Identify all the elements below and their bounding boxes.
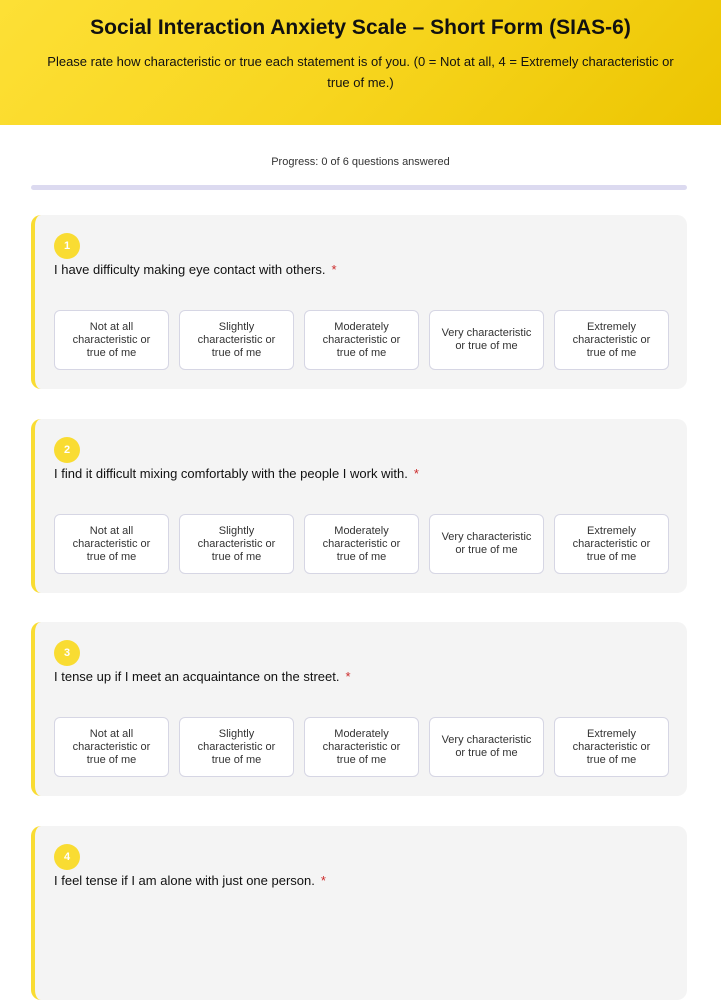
question-text-label: I have difficulty making eye contact with others. <box>54 262 326 277</box>
option-moderately[interactable]: Moderately characteristic or true of me <box>304 310 419 370</box>
page-title: Social Interaction Anxiety Scale – Short Form (SIAS-6) <box>90 16 631 39</box>
question-card-4 <box>31 826 687 1000</box>
option-very[interactable]: Very characteristic or true of me <box>429 310 544 370</box>
option-not-at-all[interactable]: Not at all characteristic or true of me <box>54 717 169 777</box>
option-very[interactable]: Very characteristic or true of me <box>429 717 544 777</box>
required-marker: * <box>345 669 351 684</box>
option-slightly[interactable]: Slightly characteristic or true of me <box>179 310 294 370</box>
question-text-label: I find it difficult mixing comfortably with the people I work with. <box>54 466 408 481</box>
answer-options <box>54 514 669 574</box>
question-text <box>54 465 419 483</box>
option-very[interactable]: Very characteristic or true of me <box>429 514 544 574</box>
option-slightly[interactable]: Slightly characteristic or true of me <box>179 514 294 574</box>
option-moderately[interactable]: Moderately characteristic or true of me <box>304 717 419 777</box>
option-not-at-all[interactable]: Not at all characteristic or true of me <box>54 514 169 574</box>
required-marker: * <box>331 262 337 277</box>
question-text-label: I tense up if I meet an acquaintance on the street. <box>54 669 340 684</box>
question-card-1 <box>31 215 687 389</box>
progress-bar <box>31 185 687 190</box>
form-header <box>0 0 721 125</box>
question-card-2 <box>31 419 687 593</box>
option-slightly[interactable]: Slightly characteristic or true of me <box>179 717 294 777</box>
option-moderately[interactable]: Moderately characteristic or true of me <box>304 514 419 574</box>
progress-label: Progress: 0 of 6 questions answered <box>271 156 450 168</box>
required-marker: * <box>413 466 419 481</box>
question-card-3 <box>31 622 687 796</box>
required-marker: * <box>320 873 326 888</box>
question-number-badge: 4 <box>54 844 80 870</box>
answer-options <box>54 717 669 777</box>
question-text <box>54 261 337 279</box>
question-text-label: I feel tense if I am alone with just one person. <box>54 873 315 888</box>
question-text <box>54 872 326 890</box>
question-number-badge: 3 <box>54 640 80 666</box>
option-not-at-all[interactable]: Not at all characteristic or true of me <box>54 310 169 370</box>
answer-options <box>54 310 669 370</box>
option-extremely[interactable]: Extremely characteristic or true of me <box>554 310 669 370</box>
option-extremely[interactable]: Extremely characteristic or true of me <box>554 717 669 777</box>
instructions-text: Please rate how characteristic or true each statement is of you. (0 = Not at all, 4 = Extremely characteristic or true of me.) <box>47 54 674 90</box>
question-number-badge: 2 <box>54 437 80 463</box>
question-number-badge: 1 <box>54 233 80 259</box>
option-extremely[interactable]: Extremely characteristic or true of me <box>554 514 669 574</box>
question-text <box>54 668 351 686</box>
